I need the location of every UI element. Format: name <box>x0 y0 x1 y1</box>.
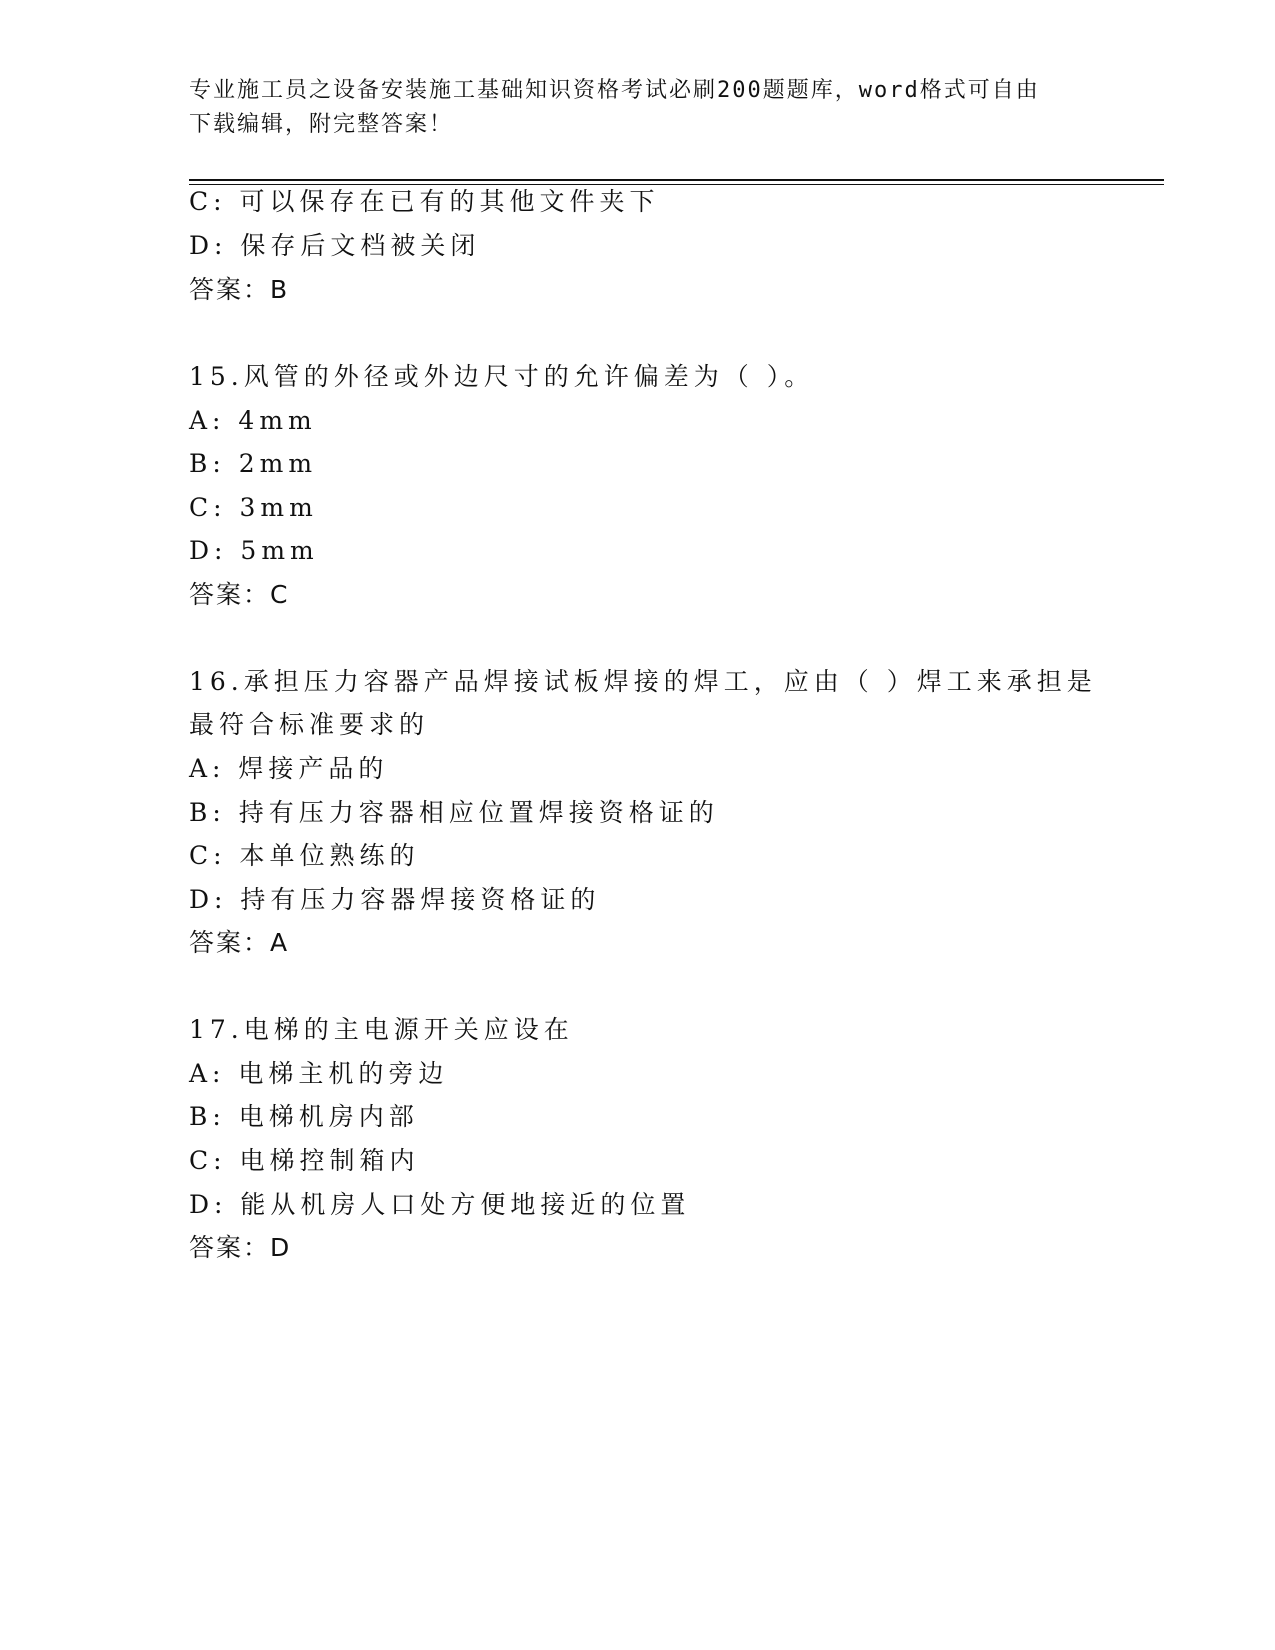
q15-option-c: C: 3mm <box>189 493 318 522</box>
q15-option-d: D: 5mm <box>189 536 319 565</box>
prev-answer: 答案：B <box>189 275 290 304</box>
q16-option-d: D: 持有压力容器焊接资格证的 <box>189 885 601 914</box>
q17-option-a: A: 电梯主机的旁边 <box>189 1059 449 1088</box>
q17-option-d: D: 能从机房人口处方便地接近的位置 <box>189 1190 691 1219</box>
prev-option-c: C: 可以保存在已有的其他文件夹下 <box>189 187 660 216</box>
q16-option-a: A: 焊接产品的 <box>189 754 389 783</box>
header-line-1: 专业施工员之设备安装施工基础知识资格考试必刷200题题库，word格式可自由 <box>189 78 1040 103</box>
q17-option-b: B: 电梯机房内部 <box>189 1102 419 1131</box>
q16-stem-line-2: 最符合标准要求的 <box>189 710 430 739</box>
q17-answer: 答案：D <box>189 1233 292 1262</box>
document-header <box>189 74 1069 142</box>
q15-answer: 答案：C <box>189 580 290 609</box>
prev-option-d: D: 保存后文档被关闭 <box>189 231 481 260</box>
header-divider-thin <box>189 184 1164 185</box>
header-divider-thick <box>189 179 1164 181</box>
q16-answer: 答案：A <box>189 928 290 957</box>
q16-option-b: B: 持有压力容器相应位置焊接资格证的 <box>189 798 719 827</box>
q15-option-b: B: 2mm <box>189 449 318 478</box>
q17-option-c: C: 电梯控制箱内 <box>189 1146 420 1175</box>
q17-stem: 17.电梯的主电源开关应设在 <box>189 1015 574 1044</box>
q15-option-a: A: 4mm <box>189 406 317 435</box>
q16-option-c: C: 本单位熟练的 <box>189 841 420 870</box>
q16-stem-line-1: 16.承担压力容器产品焊接试板焊接的焊工，应由（ ）焊工来承担是 <box>189 667 1097 696</box>
q15-stem: 15.风管的外径或外边尺寸的允许偏差为（ ）。 <box>189 362 815 391</box>
header-line-2: 下载编辑，附完整答案！ <box>189 112 454 137</box>
